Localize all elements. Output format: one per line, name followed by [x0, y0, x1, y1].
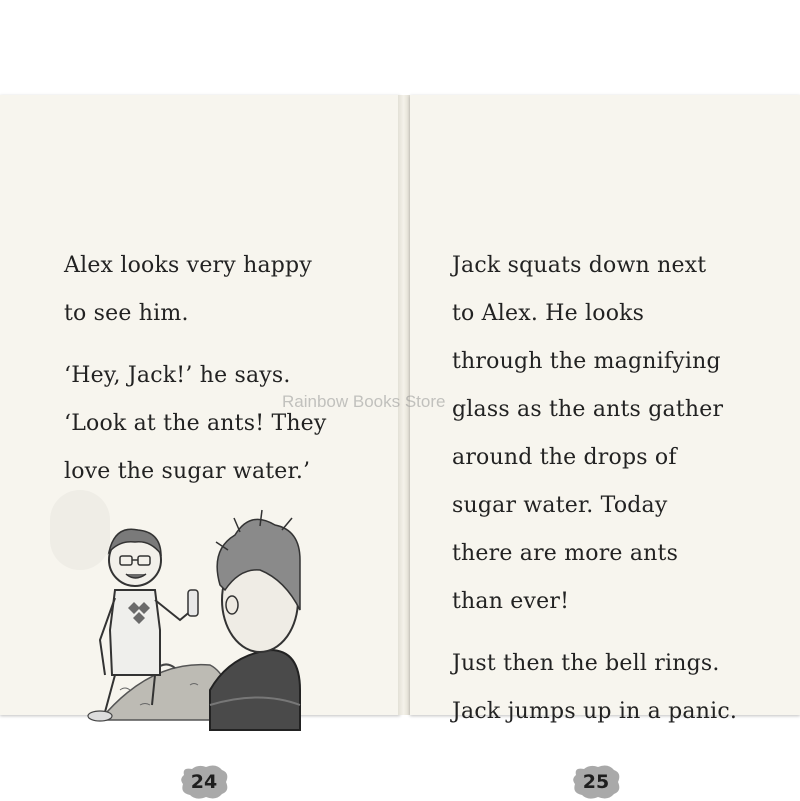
- left-text-line: love the sugar water.’: [64, 459, 311, 484]
- right-text-line: Jack jumps up in a panic.: [452, 699, 738, 724]
- left-text-line: to see him.: [64, 301, 189, 326]
- right-page: [410, 95, 800, 793]
- left-text-line: ‘Look at the ants! They: [64, 411, 327, 436]
- right-text-line: to Alex. He looks: [452, 301, 645, 326]
- right-text-line: sugar water. Today: [452, 493, 668, 518]
- right-text-line: around the drops of: [452, 445, 677, 470]
- right-text-line: Just then the bell rings.: [452, 651, 720, 676]
- right-text-line: Jack squats down next: [452, 253, 707, 278]
- page-number-left: 24: [190, 771, 218, 793]
- watermark: Rainbow Books Store: [282, 392, 446, 411]
- page-number-badge: [570, 763, 622, 801]
- right-text-line: than ever!: [452, 589, 570, 614]
- left-text-line: Alex looks very happy: [64, 253, 312, 278]
- alex-and-jack-illustration: [60, 490, 300, 730]
- right-text-line: glass as the ants gather: [452, 397, 724, 422]
- right-text-line: through the magnifying: [452, 349, 721, 374]
- page-number-badge: [178, 763, 230, 801]
- page-number-right: 25: [582, 771, 610, 793]
- left-text-line: ‘Hey, Jack!’ he says.: [64, 363, 291, 388]
- right-text-line: there are more ants: [452, 541, 679, 566]
